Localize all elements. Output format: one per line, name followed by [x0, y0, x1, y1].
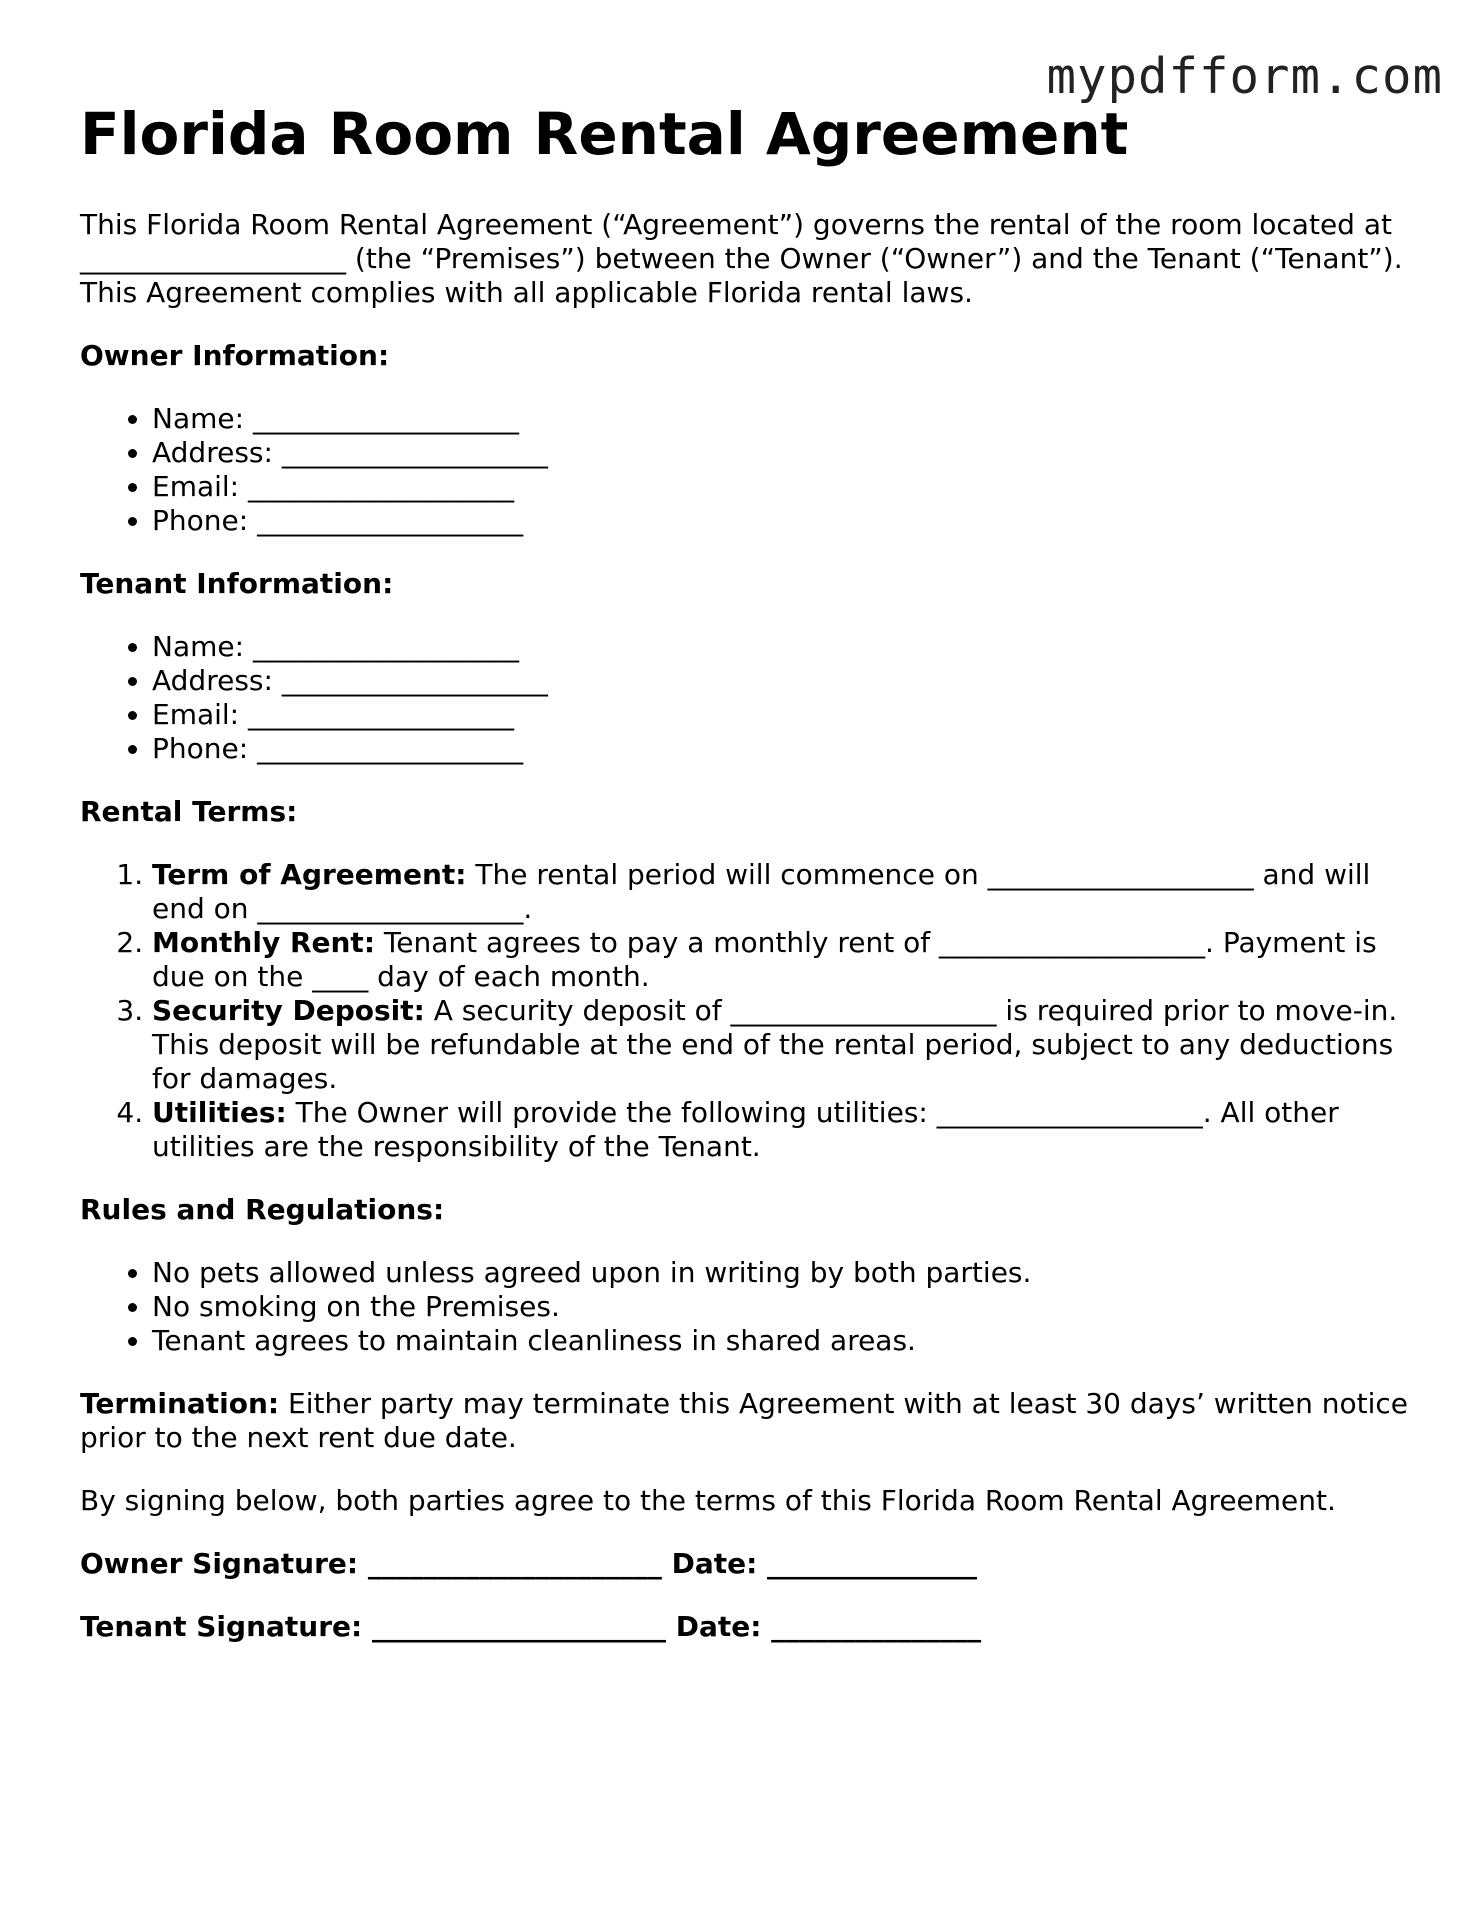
term-of-agreement-item: [152, 858, 1410, 926]
rental-terms-list: [80, 858, 1410, 1164]
document-body: [80, 208, 1410, 1673]
owner-info-heading: Owner Information:: [80, 339, 390, 372]
utilities-text: The Owner will provide the following utilities: ___________________. All other utilities are the responsibility of the Tenant.: [152, 1096, 1339, 1163]
term-of-agreement-text: The rental period will commence on ___________________ and will end on ___________________.: [152, 858, 1371, 925]
tenant-name-field: • Name: ___________________: [152, 630, 1410, 664]
monthly-rent-item: [152, 926, 1410, 994]
owner-info-list: [80, 402, 1410, 538]
security-deposit-item: [152, 994, 1410, 1096]
termination-label: Termination:: [80, 1387, 280, 1420]
tenant-info-heading: Tenant Information:: [80, 567, 394, 600]
tenant-signature-line: Tenant Signature: _____________________ Date: _______________: [80, 1610, 982, 1643]
rule-item: • Tenant agrees to maintain cleanliness in shared areas.: [152, 1324, 1410, 1358]
rental-terms-heading: Rental Terms:: [80, 795, 298, 828]
rule-item: • No smoking on the Premises.: [152, 1290, 1410, 1324]
rules-list: [80, 1256, 1410, 1358]
term-of-agreement-label: Term of Agreement:: [152, 858, 467, 891]
tenant-email-field: • Email: ___________________: [152, 698, 1410, 732]
monthly-rent-text: Tenant agrees to pay a monthly rent of ___________________. Payment is due on the ____ day of each month.: [152, 926, 1377, 993]
owner-address-field: • Address: ___________________: [152, 436, 1410, 470]
intro-paragraph: This Florida Room Rental Agreement (“Agreement”) governs the rental of the room located at ___________________ (the “Premises”) between the Owner (“Owner”) and the Tenant (“Tenant”). This Agreement complies with all applicable Florida rental laws.: [80, 208, 1403, 309]
owner-phone-field: • Phone: ___________________: [152, 504, 1410, 538]
utilities-item: [152, 1096, 1410, 1164]
page-title: Florida Room Rental Agreement: [80, 100, 1129, 168]
termination-text: Either party may terminate this Agreement with at least 30 days’ written notice prior to the next rent due date.: [80, 1387, 1409, 1454]
closing-paragraph: By signing below, both parties agree to the terms of this Florida Room Rental Agreement.: [80, 1484, 1336, 1517]
rules-heading: Rules and Regulations:: [80, 1193, 445, 1226]
watermark: mypdfform.com: [1046, 48, 1443, 105]
security-deposit-label: Security Deposit:: [152, 994, 425, 1027]
owner-email-field: • Email: ___________________: [152, 470, 1410, 504]
tenant-phone-field: • Phone: ___________________: [152, 732, 1410, 766]
termination-paragraph: [80, 1387, 1410, 1455]
tenant-info-list: [80, 630, 1410, 766]
owner-name-field: • Name: ___________________: [152, 402, 1410, 436]
utilities-label: Utilities:: [152, 1096, 287, 1129]
owner-signature-line: Owner Signature: _____________________ Date: _______________: [80, 1547, 978, 1580]
monthly-rent-label: Monthly Rent:: [152, 926, 376, 959]
security-deposit-text: A security deposit of ___________________ is required prior to move-in. This deposit will be refundable at the end of the rental period, subject to any deductions for damages.: [152, 994, 1398, 1095]
rule-item: • No pets allowed unless agreed upon in writing by both parties.: [152, 1256, 1410, 1290]
tenant-address-field: • Address: ___________________: [152, 664, 1410, 698]
